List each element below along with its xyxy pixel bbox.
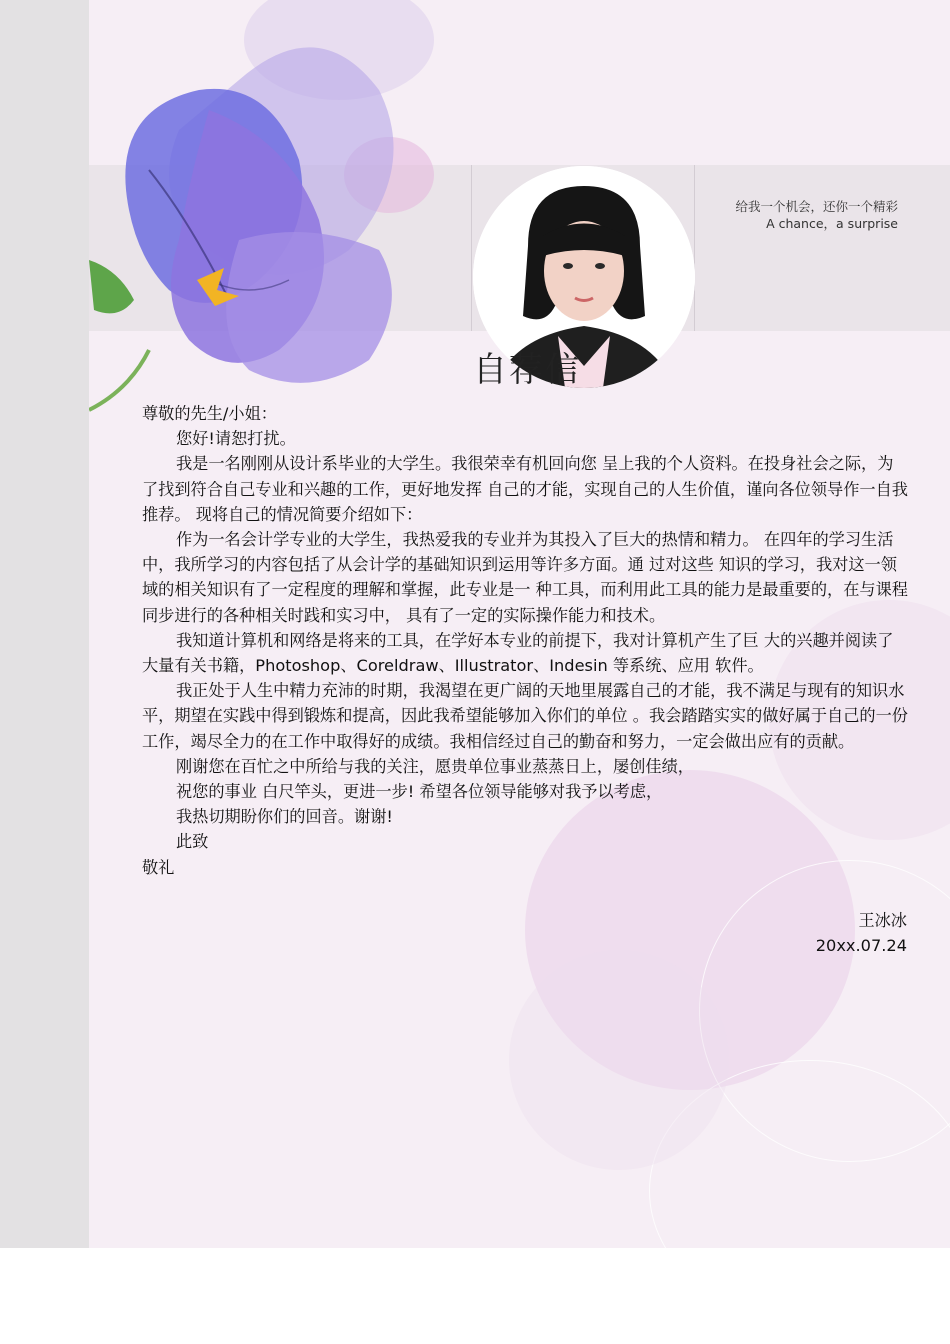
letter-paragraph: 我热切期盼你们的回音。谢谢! xyxy=(176,807,393,827)
letter-paragraph: 我正处于人生中精力充沛的时期，我渴望在更广阔的天地里展露自己的才能，我不满足与现有的知识水平，期望在实践中得到锻炼和提高，因此我希望能够加入你们的单位 。我会踏踏实实的做好属于自己的一份工作，竭尽全力的在工作中取得好的成绩。我相信经过自己的勤奋和努力，一定会做出应有的贡献。 xyxy=(142,681,908,751)
header-divider xyxy=(471,165,472,331)
letter-paragraph: 我是一名刚刚从设计系毕业的大学生。我很荣幸有机回向您 呈上我的个人资料。在投身社会之际，为了找到符合自己专业和兴趣的工作，更好地发挥 自己的才能，实现自己的人生价值，谨向各位领导作一自我推荐。 现将自己的情况简要介绍如下： xyxy=(142,454,908,524)
slogan-en: A chance，a surprise xyxy=(766,216,898,231)
left-margin xyxy=(0,0,89,1248)
closing: 敬礼 xyxy=(142,857,175,877)
purple-flower-icon xyxy=(89,0,469,420)
page-title: 自荐信 xyxy=(473,350,581,390)
letter-paragraph: 此致 xyxy=(176,832,209,852)
header-divider xyxy=(694,165,695,331)
letter-body xyxy=(142,401,908,880)
signature-date: 20xx.07.24 xyxy=(815,936,907,956)
slogan-cn: 给我一个机会，还你一个精彩 xyxy=(735,199,898,214)
signature-name: 王冰冰 xyxy=(858,911,907,930)
slogan xyxy=(735,198,898,232)
decor-bubble xyxy=(509,950,729,1170)
signature-block xyxy=(816,908,907,958)
greeting: 您好!请恕打扰。 xyxy=(176,429,296,449)
letter-paragraph: 我知道计算机和网络是将来的工具，在学好本专业的前提下，我对计算机产生了巨 大的兴趣并阅读了大量有关书籍，Photoshop、Coreldraw、Illustrator、Indesin 等系统、应用 软件。 xyxy=(142,630,894,676)
letter-paragraph: 祝您的事业 白尺竿头，更进一步! 希望各位领导能够对我予以考虑， xyxy=(176,782,663,802)
letter-paragraph: 作为一名会计学专业的大学生，我热爱我的专业并为其投入了巨大的热情和精力。 在四年的学习生活中，我所学习的内容包括了从会计学的基础知识到运用等许多方面。通 过对这些 知识的学习，我对这一领域的相关知识有了一定程度的理解和掌握，此专业是一 种工具，而利用此工具的能力是最重要的，在与课程同步进行的各种相关时践和实习中， 具有了一定的实际操作能力和技术。 xyxy=(142,530,908,625)
salutation: 尊敬的先生/小姐： xyxy=(142,404,277,423)
letter-paragraph: 刚谢您在百忙之中所给与我的关注，愿贵单位事业蒸蒸日上，屡创佳绩， xyxy=(176,756,694,776)
